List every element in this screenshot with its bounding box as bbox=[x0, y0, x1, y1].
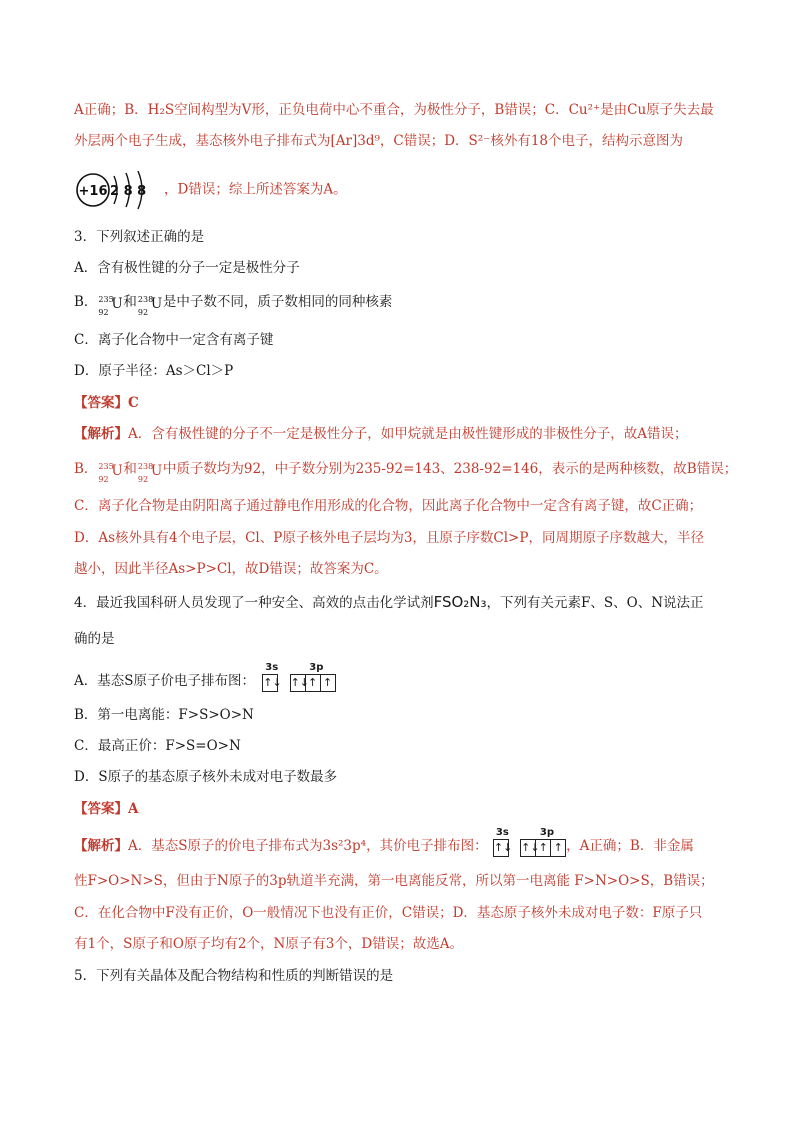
q4-option-c: C．最高正价：F>S=O>N bbox=[74, 738, 241, 754]
orbital-diagram-explanation: 3s ↑↓ 3p ↑↓↑ ↑ bbox=[494, 837, 566, 857]
q3-explanation-line-1: 【解析】A．含有极性键的分子不一定是极性分子，如甲烷就是由极性键形成的非极性分子，故A错误； bbox=[74, 426, 688, 442]
q3-answer: 【答案】C bbox=[74, 395, 139, 411]
q3-option-c: C．离子化合物中一定含有离子键 bbox=[74, 332, 274, 348]
isotope-u238: 238 92 U bbox=[137, 294, 163, 317]
orbital-diagram-option-a: 3s ↑↓ 3p ↑↓↑ ↑ bbox=[263, 672, 335, 692]
nucleus-label: +16 bbox=[78, 184, 108, 199]
q5-stem: 5．下列有关晶体及配合物结构和性质的判断错误的是 bbox=[74, 968, 394, 984]
q3-option-b: B． 235 92 U 和 238 92 U 是中子数不同，质子数相同的同种核素 bbox=[74, 294, 393, 317]
q3-option-a: A．含有极性键的分子一定是极性分子 bbox=[74, 260, 300, 276]
prev-conclusion: ，D错误；综上所述答案为A。 bbox=[164, 181, 347, 198]
prev-explanation-line-3 bbox=[74, 168, 347, 212]
sulfide-ion-structure-diagram bbox=[74, 168, 164, 212]
shell-electrons-label: 2 8 8 bbox=[110, 184, 147, 199]
q4-explanation-line-4: 有1个，S原子和O原子均有2个，N原子有3个，D错误；故选A。 bbox=[74, 936, 463, 952]
q3-explanation-line-5: 越小，因此半径As>P>Cl，故D错误；故答案为C。 bbox=[74, 561, 388, 577]
q3-option-d: D．原子半径：As＞Cl＞P bbox=[74, 363, 234, 379]
isotope-u235: 235 92 U bbox=[98, 294, 123, 317]
q4-option-d: D．S原子的基态原子核外未成对电子数最多 bbox=[74, 769, 338, 785]
isotope-u238-ex: 238 92 U bbox=[137, 461, 163, 484]
prev-explanation-line-1: A正确；B．H₂S空间构型为V形，正负电荷中心不重合，为极性分子，B错误；C．Cu²⁺是由Cu原子失去最 bbox=[74, 102, 714, 118]
q4-option-a: A．基态S原子价电子排布图： 3s ↑↓ 3p ↑↓↑ ↑ bbox=[74, 671, 336, 692]
prev-explanation-line-2: 外层两个电子生成，基态核外电子排布式为[Ar]3d⁹，C错误；D．S²⁻核外有18个电子，结构示意图为 bbox=[74, 133, 683, 149]
q3-explanation-line-4: D．As核外具有4个电子层，Cl、P原子核外电子层均为3，且原子序数Cl>P，同周期原子序数越大，半径 bbox=[74, 530, 704, 546]
q4-stem-line-2: 确的是 bbox=[74, 631, 115, 647]
isotope-u235-ex: 235 92 U bbox=[98, 461, 123, 484]
q4-option-b: B．第一电离能：F>S>O>N bbox=[74, 707, 254, 723]
q3-stem: 3．下列叙述正确的是 bbox=[74, 229, 205, 245]
q4-explanation-line-2: 性F>O>N>S，但由于N原子的3p轨道半充满，第一电离能反常，所以第一电离能 F>N>O>S，B错误； bbox=[74, 873, 714, 889]
q3-explanation-line-3: C．离子化合物是由阴阳离子通过静电作用形成的化合物，因此离子化合物中一定含有离子键，故C正确； bbox=[74, 498, 703, 514]
reagent-formula: FSO₂N₃ bbox=[433, 593, 487, 611]
q4-explanation-line-3: C．在化合物中F没有正价，O一般情况下也没有正价，C错误；D．基态原子核外未成对电子数：F原子只 bbox=[74, 905, 703, 921]
q3-explanation-line-2: B． 235 92 U 和 238 92 U 中质子数均为92，中子数分别为235-92=143、238-92=146，表示的是两种核数，故B错误； bbox=[74, 461, 738, 484]
q4-answer: 【答案】A bbox=[74, 801, 139, 817]
q4-stem-line-1: 4．最近我国科研人员发现了一种安全、高效的点击化学试剂FSO₂N₃，下列有关元素F、S、O、N说法正 bbox=[74, 593, 704, 611]
q4-explanation-line-1: 【解析】A．基态S原子的价电子排布式为3s²3p⁴，其价电子排布图： 3s ↑↓ 3p ↑↓↑ ↑ ，A正确；B．非金属 bbox=[74, 836, 694, 857]
